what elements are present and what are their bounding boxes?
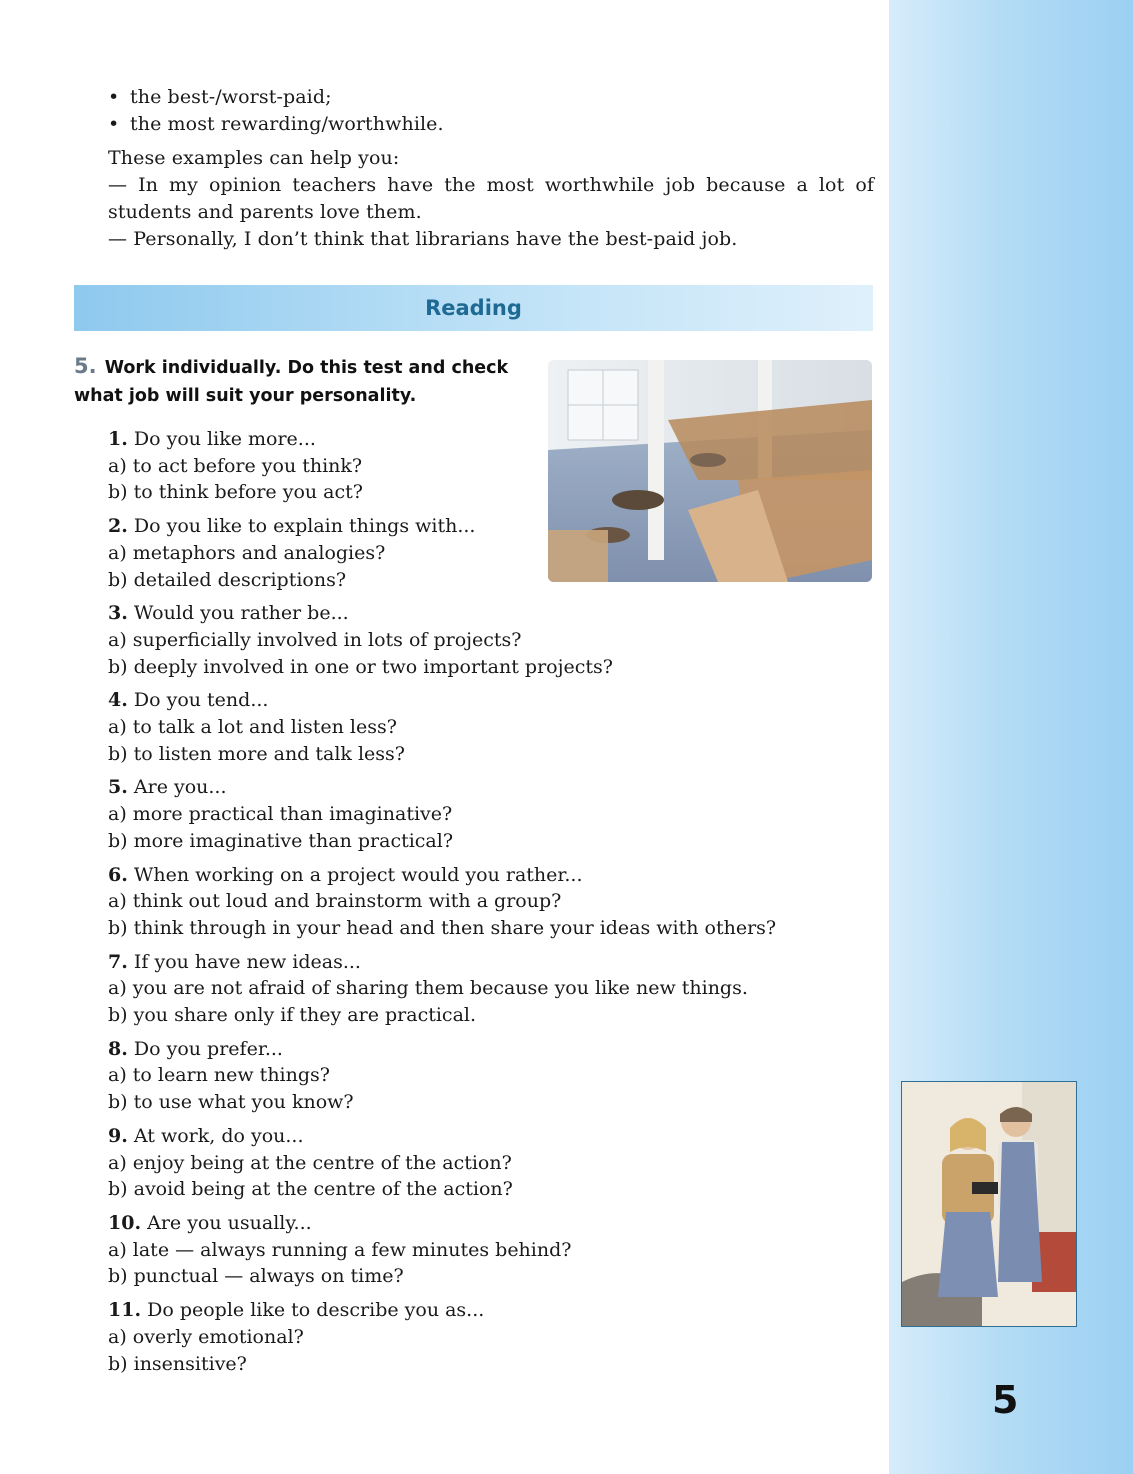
bullet-item: • the best-/worst-paid; xyxy=(108,84,874,111)
task-number: 5. xyxy=(74,354,97,378)
question-number: 1. xyxy=(108,428,128,450)
option-a: a) late — always running a few minutes behind? xyxy=(108,1238,572,1261)
question-text: Do you like to explain things with... xyxy=(133,515,476,538)
option-a: a) metaphors and analogies? xyxy=(108,541,386,564)
question-block xyxy=(108,687,878,767)
option-a: a) enjoy being at the centre of the action? xyxy=(108,1151,512,1174)
question-block xyxy=(108,862,878,942)
question-number: 2. xyxy=(108,515,128,538)
question-text: Are you... xyxy=(133,776,227,799)
intro-bullet-list xyxy=(108,84,874,137)
question-number: 10. xyxy=(108,1211,142,1234)
question-text: Are you usually... xyxy=(147,1211,312,1234)
task-instruction: Work individually. Do this test and check what job will suit your personality. xyxy=(74,358,509,406)
section-header-bar xyxy=(74,285,873,331)
question-block xyxy=(108,1123,878,1203)
question-number: 9. xyxy=(108,1124,128,1147)
waiters-photo-image xyxy=(902,1082,1076,1326)
question-number: 6. xyxy=(108,863,128,886)
waiters-photo xyxy=(901,1081,1077,1327)
question-number: 7. xyxy=(108,950,128,973)
question-number: 3. xyxy=(108,602,128,625)
option-a: a) to learn new things? xyxy=(108,1064,330,1087)
option-b: b) to use what you know? xyxy=(108,1091,354,1114)
question-block xyxy=(108,513,878,593)
option-b: b) more imaginative than practical? xyxy=(108,829,454,852)
question-text: Do people like to describe you as... xyxy=(147,1299,485,1322)
option-b: b) detailed descriptions? xyxy=(108,568,347,591)
help-lead: These examples can help you: xyxy=(108,147,400,170)
section-title: Reading xyxy=(425,296,522,320)
option-b: b) punctual — always on time? xyxy=(108,1265,404,1288)
question-text: Do you like more... xyxy=(133,428,316,450)
option-a: a) you are not afraid of sharing them because you like new things. xyxy=(108,977,748,1000)
option-a: a) overly emotional? xyxy=(108,1325,304,1348)
question-number: 8. xyxy=(108,1037,128,1060)
option-b: b) deeply involved in one or two important projects? xyxy=(108,655,613,678)
question-text: Would you rather be... xyxy=(133,602,349,625)
option-a: a) think out loud and brainstorm with a group? xyxy=(108,890,562,913)
option-b: b) you share only if they are practical. xyxy=(108,1004,477,1027)
question-block xyxy=(108,600,878,680)
option-b: b) insensitive? xyxy=(108,1352,247,1375)
option-a: a) to talk a lot and listen less? xyxy=(108,716,397,739)
question-text: At work, do you... xyxy=(133,1124,304,1147)
question-text: Do you prefer... xyxy=(133,1037,283,1060)
option-a: a) superficially involved in lots of projects? xyxy=(108,628,522,651)
question-block xyxy=(108,1210,878,1290)
question-text: If you have new ideas... xyxy=(133,950,361,973)
option-b: b) avoid being at the centre of the action? xyxy=(108,1178,513,1201)
option-a: a) to act before you think? xyxy=(108,454,363,477)
bullet-item: • the most rewarding/worthwhile. xyxy=(108,111,874,138)
question-text: When working on a project would you rather... xyxy=(133,863,583,886)
option-b: b) think through in your head and then share your ideas with others? xyxy=(108,916,777,939)
option-a: a) more practical than imaginative? xyxy=(108,803,453,826)
question-block xyxy=(108,1297,878,1377)
question-number: 5. xyxy=(108,776,128,799)
question-block xyxy=(108,426,878,506)
option-b: b) to listen more and talk less? xyxy=(108,742,405,765)
page-number: 5 xyxy=(992,1378,1019,1422)
question-text: Do you tend... xyxy=(133,689,269,712)
question-number: 4. xyxy=(108,689,128,712)
task-heading xyxy=(74,352,534,410)
question-block xyxy=(108,774,878,854)
help-examples xyxy=(108,145,874,252)
help-example: — Personally, I don’t think that librarians have the best-paid job. xyxy=(108,227,738,250)
question-block xyxy=(108,949,878,1029)
questionnaire xyxy=(108,426,878,1384)
intro-text xyxy=(108,84,874,252)
question-number: 11. xyxy=(108,1299,142,1322)
option-b: b) to think before you act? xyxy=(108,481,363,504)
question-block xyxy=(108,1036,878,1116)
help-example: — In my opinion teachers have the most worthwhile job because a lot of students and parents love them. xyxy=(108,174,874,223)
